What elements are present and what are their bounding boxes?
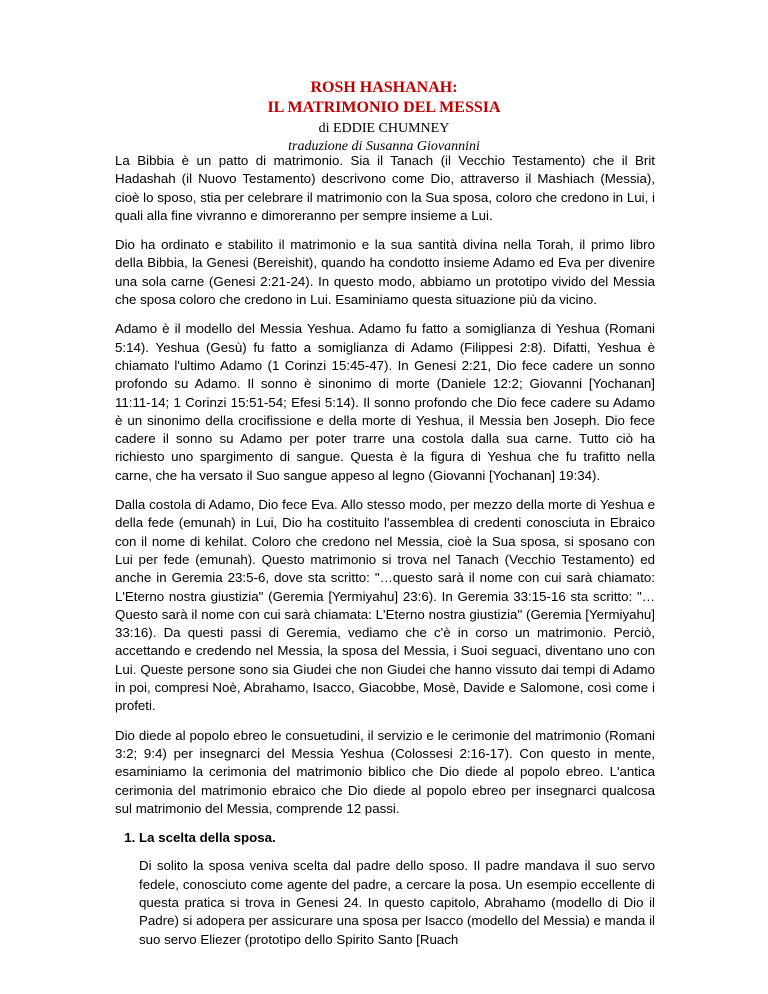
document-header (0, 78, 768, 155)
step-title: La scelta della sposa (139, 830, 273, 846)
paragraph-2: Dio ha ordinato e stabilito il matrimonio e la sua santità divina nella Torah, il primo libro della Bibbia, la Genesi (Bereishit), quando ha condotto insieme Adamo ed Eva per divenire una sola carne (Genesi 2:21-24). In questo modo, abbiamo un prototipo vivido del Messia che sposa coloro che credono in Lui. Esaminiamo questa situazione più da vicino. (115, 237, 655, 308)
step-item: 1. La scelta della sposa. Di solito la sposa veniva scelta dal padre dello sposo. Il padre mandava il suo servo fedele, conosciuto come agente del padre, a cercare la posa. Un esempio eccellente di questa pratica si trova in Genesi 24. In questo capitolo, Abrahamo (modello di Dio il Padre) si adopera per assicurare una sposa per Isacco (modello del Messia) e manda il suo servo Eliezer (prototipo dello Spirito Santo [Ruach (139, 829, 655, 949)
article-body (115, 152, 655, 959)
author-line: di EDDIE CHUMNEY (318, 121, 450, 136)
paragraph-5: Dio diede al popolo ebreo le consuetudini, il servizio e le cerimonie del matrimonio (Romani 3:2; 9:4) per insegnarci del Messia Yeshua (Colossesi 2:16-17). Con questo in mente, esaminiamo la cerimonia del matrimonio biblico che Dio diede al popolo ebreo. L'antica cerimonia del matrimonio ebraico che Dio diede al popolo ebreo per insegnarci qualcosa sul matrimonio del Messia, comprende 12 passi. (115, 727, 655, 816)
title-line-2: IL MATRIMONIO DEL MESSIA (267, 99, 501, 116)
title-line-1: ROSH HASHANAH: (310, 79, 458, 96)
step-text: Di solito la sposa veniva scelta dal padre dello sposo. Il padre mandava il suo servo fedele, conosciuto come agente del padre, a cercare la posa. Un esempio eccellente di questa pratica si trova in Genesi 24. In questo capitolo, Abrahamo (modello di Dio il Padre) si adopera per assicurare una sposa per Isacco (modello del Messia) e manda il suo servo Eliezer (prototipo dello Spirito Santo [Ruach (139, 858, 655, 947)
translator-line: traduzione di Susanna Giovannini (288, 139, 480, 154)
paragraph-4: Dalla costola di Adamo, Dio fece Eva. Allo stesso modo, per mezzo della morte di Yeshua e della fede (emunah) in Lui, Dio ha costituito l'assemblea di credenti conosciuta in Ebraico con il nome di kehilat. Coloro che credono nel Messia, cioè la Sua sposa, si sposano con Lui per fede (emunah). Questo matrimonio si trova nel Tanach (Vecchio Testamento) ed anche in Geremia 23:5-6, dove sta scritto: "…questo sarà il nome con cui sarà chiamato: L'Eterno nostra giustizia" (Geremia [Yermiyahu] 23:6). In Geremia 33:15-16 sta scritto: "…Questo sarà il nome con cui sarà chiamata: L'Eterno nostra giustizia" (Geremia [Yermiyahu] 33:16). Da questi passi di Geremia, vediamo che c'è in corso un matrimonio. Perciò, accettando e credendo nel Messia, la sposa del Messia, i Suoi seguaci, diventano uno con Lui. Queste persone sono sia Giudei che non Giudei che hanno vissuto dai tempi di Adamo in poi, compresi Noè, Abrahamo, Isacco, Giacobbe, Mosè, Davide e Salomone, così come i profeti. (115, 497, 655, 714)
paragraph-3: Adamo è il modello del Messia Yeshua. Adamo fu fatto a somiglianza di Yeshua (Romani 5:14). Yeshua (Gesù) fu fatto a somiglianza di Adamo (Filippesi 2:8). Difatti, Yeshua è chiamato l'ultimo Adamo (1 Corinzi 15:45-47). In Genesi 2:21, Dio fece cadere un sonno profondo su Adamo. Il sonno è sinonimo di morte (Daniele 12:2; Giovanni [Yochanan] 11:11-14; 1 Corinzi 15:51-54; Efesi 5:14). Il sonno profondo che Dio fece cadere su Adamo è un sinonimo della crocifissione e della morte di Yeshua, il Messia ben Joseph. Dio fece cadere il sonno su Adamo per poter trarre una costola dalla sua carne. Tutto ciò ha richiesto uno spargimento di sangue. Questa è la figura di Yeshua che fu trafitto nella carne, che ha versato il Suo sangue appeso al legno (Giovanni [Yochanan] 19:34). (115, 321, 655, 483)
paragraph-1: La Bibbia è un patto di matrimonio. Sia il Tanach (il Vecchio Testamento) che il Brit Hadashah (il Nuovo Testamento) descrivono come Dio, attraverso il Mashiach (Messia), cioè lo sposo, stia per celebrare il matrimonio con la Sua sposa, coloro che credono in Lui, i quali alla fine vivranno e dimoreranno per sempre insieme a Lui. (115, 153, 655, 223)
steps-list (115, 829, 655, 949)
